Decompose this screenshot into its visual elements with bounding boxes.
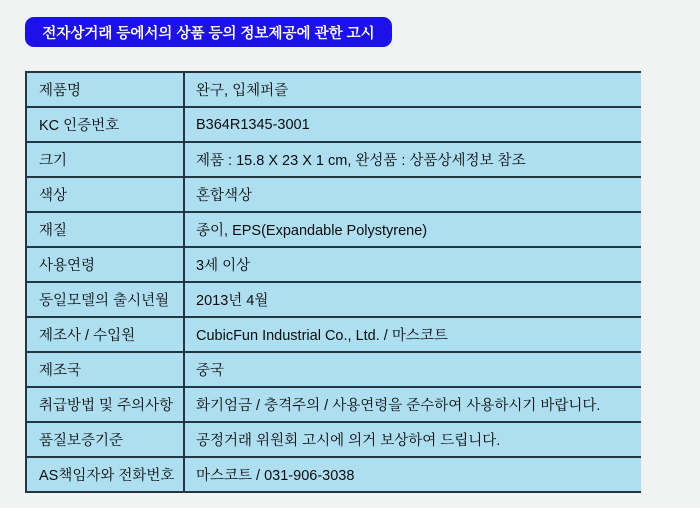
row-value-size: 제품 : 15.8 X 23 X 1 cm, 완성품 : 상품상세정보 참조 [196,153,526,169]
row-value-material: 종이, EPS(Expandable Polystyrene) [196,223,428,239]
notice-title-banner [25,17,392,47]
table-row [27,248,641,283]
row-value-kc-cert-number: B364R1345-3001 [196,116,310,133]
row-value-release-date: 2013년 4월 [196,293,269,309]
row-label-as-contact: AS책임자와 전화번호 [27,458,185,491]
table-row [27,178,641,213]
row-label-handling-precautions: 취급방법 및 주의사항 [27,388,185,421]
table-row [27,388,641,423]
table-row [27,73,641,108]
row-label-manufacturer-importer: 제조사 / 수입원 [27,318,185,351]
row-label-country-of-origin: 제조국 [27,353,185,386]
row-label-quality-guarantee: 품질보증기준 [27,423,185,456]
row-value-handling-precautions: 화기엄금 / 충격주의 / 사용연령을 준수하여 사용하시기 바랍니다. [196,398,601,414]
table-row [27,458,641,493]
row-value-product-name: 완구, 입체퍼즐 [196,83,289,99]
table-row [27,353,641,388]
table-row [27,108,641,143]
row-value-manufacturer-importer: CubicFun Industrial Co., Ltd. / 마스코트 [196,328,448,344]
table-row [27,283,641,318]
row-label-color: 색상 [27,178,185,211]
table-row [27,213,641,248]
row-label-age-range: 사용연령 [27,248,185,281]
table-row [27,143,641,178]
product-info-table [25,71,641,493]
table-row [27,423,641,458]
notice-title-text: 전자상거래 등에서의 상품 등의 정보제공에 관한 고시 [42,25,375,42]
row-value-as-contact: 마스코트 / 031-906-3038 [196,468,355,484]
row-label-material: 재질 [27,213,185,246]
row-value-color: 혼합색상 [196,188,253,204]
row-value-country-of-origin: 중국 [196,363,225,379]
row-label-release-date: 동일모델의 출시년월 [27,283,185,316]
row-label-kc-cert-number: KC 인증번호 [27,108,185,141]
row-value-age-range: 3세 이상 [196,258,251,274]
row-label-size: 크기 [27,143,185,176]
row-label-product-name: 제품명 [27,73,185,106]
row-value-quality-guarantee: 공정거래 위원회 고시에 의거 보상하여 드립니다. [196,433,501,449]
table-row [27,318,641,353]
